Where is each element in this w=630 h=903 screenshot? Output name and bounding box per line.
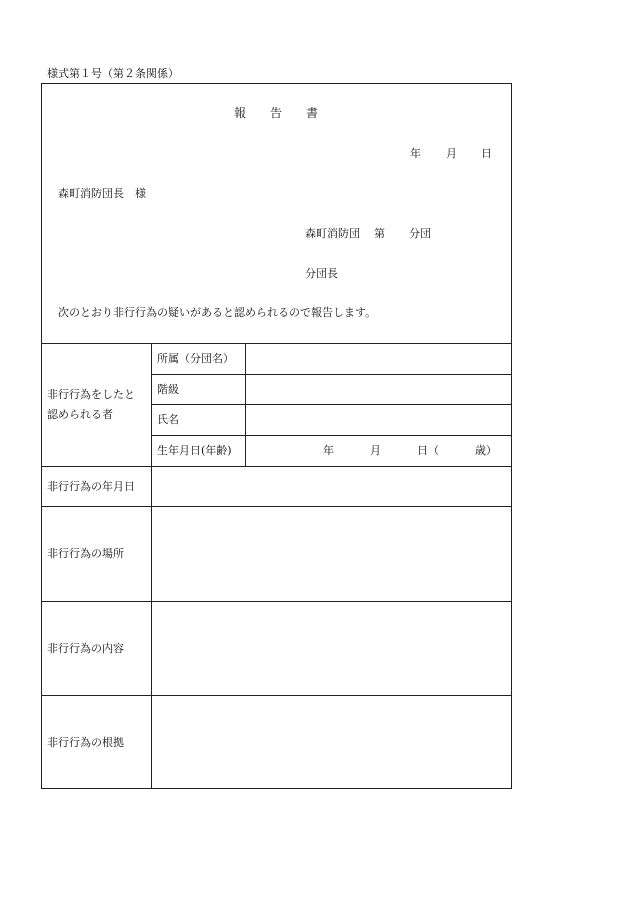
birth-day-unit: 日（ bbox=[417, 444, 439, 457]
offense-place-field[interactable] bbox=[152, 507, 511, 600]
offense-date-field[interactable] bbox=[152, 467, 511, 505]
offense-place-label: 非行行為の場所 bbox=[47, 547, 124, 560]
birthdate-label: 生年月日(年齢) bbox=[157, 444, 232, 457]
birth-age-unit: 歳） bbox=[475, 444, 497, 457]
title-char-3: 書 bbox=[306, 106, 319, 120]
affiliation-field[interactable] bbox=[246, 344, 511, 373]
sender-chief: 分団長 bbox=[305, 267, 338, 280]
birth-year-unit: 年 bbox=[323, 444, 334, 457]
form-number: 様式第１号（第２条関係） bbox=[47, 67, 179, 80]
report-statement: 次のとおり非行行為の疑いがあると認められるので報告します。 bbox=[58, 306, 377, 319]
date-month-label: 月 bbox=[446, 147, 457, 160]
sender-bundan: 分団 bbox=[409, 227, 431, 240]
offense-content-field[interactable] bbox=[152, 602, 511, 694]
sender-org: 森町消防団 bbox=[305, 227, 360, 240]
row-divider-3 bbox=[151, 435, 512, 436]
date-day-label: 日 bbox=[481, 147, 492, 160]
addressee: 森町消防団長 様 bbox=[58, 187, 146, 200]
title-char-2: 告 bbox=[270, 106, 283, 120]
person-header-line2: 認められる者 bbox=[47, 408, 113, 421]
name-field[interactable] bbox=[246, 405, 511, 434]
offense-content-label: 非行行為の内容 bbox=[47, 642, 124, 655]
title-char-1: 報 bbox=[234, 106, 247, 120]
affiliation-label: 所属（分団名） bbox=[157, 352, 234, 365]
birth-month-unit: 月 bbox=[370, 444, 381, 457]
person-header-line1: 非行行為をしたと bbox=[47, 388, 135, 401]
offense-date-label: 非行行為の年月日 bbox=[47, 480, 135, 493]
date-year-label: 年 bbox=[410, 147, 421, 160]
rank-label: 階級 bbox=[157, 383, 179, 396]
offense-basis-label: 非行行為の根拠 bbox=[47, 736, 124, 749]
name-label: 氏名 bbox=[157, 413, 179, 426]
rank-field[interactable] bbox=[246, 375, 511, 403]
offense-basis-field[interactable] bbox=[152, 696, 511, 788]
sender-dai: 第 bbox=[374, 227, 385, 240]
